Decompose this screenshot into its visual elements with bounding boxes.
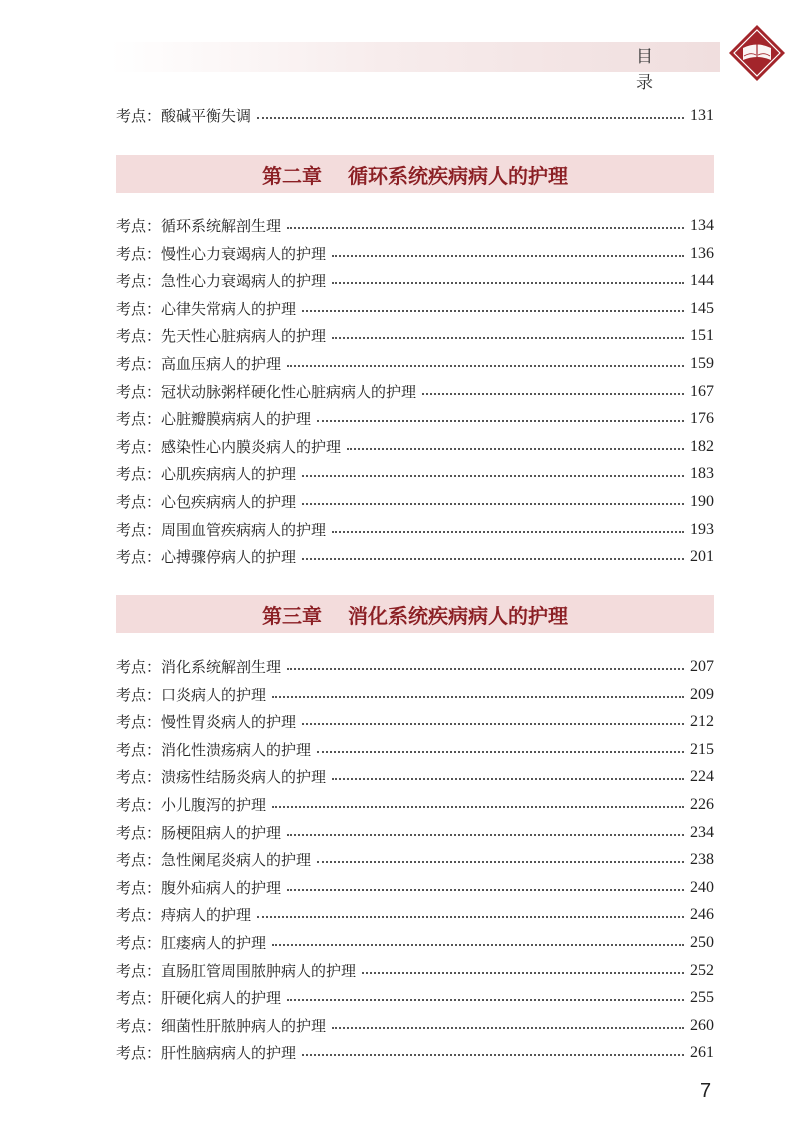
toc-entry-page: 145 bbox=[690, 299, 714, 317]
toc-entry[interactable] bbox=[116, 214, 714, 238]
toc-entry-label: 考点：痔病人的护理 bbox=[116, 906, 252, 925]
toc-entry[interactable] bbox=[116, 986, 714, 1010]
toc-entry[interactable] bbox=[116, 793, 714, 817]
header-band bbox=[110, 42, 720, 72]
toc-entry[interactable] bbox=[116, 352, 714, 376]
toc-entry-label: 考点：慢性胃炎病人的护理 bbox=[116, 713, 297, 732]
toc-entry[interactable] bbox=[116, 462, 714, 486]
dot-leader bbox=[287, 999, 684, 1001]
toc-entry[interactable] bbox=[116, 242, 714, 266]
dot-leader bbox=[332, 255, 684, 257]
toc-entry-page: 167 bbox=[690, 382, 714, 400]
toc-entry-label: 考点：小儿腹泻的护理 bbox=[116, 796, 267, 814]
dot-leader bbox=[287, 889, 684, 891]
dot-leader bbox=[332, 337, 684, 339]
toc-entry-page: 176 bbox=[690, 410, 714, 428]
toc-entry-page: 151 bbox=[690, 327, 714, 345]
toc-entry[interactable] bbox=[116, 380, 714, 404]
dot-leader bbox=[257, 916, 684, 918]
toc-entry[interactable] bbox=[116, 297, 714, 321]
dot-leader bbox=[332, 282, 684, 284]
toc-entry-label: 考点：肠梗阻病人的护理 bbox=[116, 823, 282, 842]
toc-entry-page: 207 bbox=[690, 658, 714, 675]
dot-leader bbox=[302, 310, 684, 312]
toc-entry-label: 考点：周围血管疾病病人的护理 bbox=[116, 520, 327, 539]
dot-leader bbox=[287, 227, 684, 229]
dot-leader bbox=[332, 778, 684, 780]
toc-entry-page: 182 bbox=[690, 437, 714, 455]
dot-leader bbox=[302, 475, 684, 477]
dot-leader bbox=[272, 806, 684, 808]
toc-entry-page: 255 bbox=[690, 989, 714, 1007]
toc-entry[interactable] bbox=[116, 269, 714, 293]
toc-entry-label: 考点：腹外疝病人的护理 bbox=[116, 878, 282, 897]
toc-entry[interactable] bbox=[116, 959, 714, 983]
toc-entry-label: 考点：肛瘘病人的护理 bbox=[116, 934, 267, 952]
toc-entry-page: 136 bbox=[690, 244, 714, 262]
dot-leader bbox=[272, 944, 684, 946]
dot-leader bbox=[332, 1027, 684, 1029]
page-title: 目 录 bbox=[636, 47, 675, 93]
toc-entry-page: 234 bbox=[690, 823, 714, 841]
toc-entry-page: 144 bbox=[690, 272, 714, 290]
dot-leader bbox=[302, 723, 684, 725]
toc-entry-label: 考点：急性阑尾炎病人的护理 bbox=[116, 851, 312, 870]
toc-entry[interactable] bbox=[116, 1041, 714, 1065]
dot-leader bbox=[347, 448, 684, 450]
dot-leader bbox=[287, 834, 684, 836]
dot-leader bbox=[332, 531, 684, 533]
toc-entry-page: 134 bbox=[690, 217, 714, 234]
toc-entry-label: 考点：细菌性肝脓肿病人的护理 bbox=[116, 1016, 327, 1035]
toc-entry[interactable] bbox=[116, 490, 714, 514]
toc-entry-page: 246 bbox=[690, 906, 714, 924]
toc-entry-page: 201 bbox=[690, 548, 714, 566]
toc-entry[interactable] bbox=[116, 903, 714, 927]
toc-entry-label: 考点：心搏骤停病人的护理 bbox=[116, 548, 297, 567]
toc-entry-page: 226 bbox=[690, 796, 714, 813]
chapter-heading bbox=[116, 595, 714, 633]
toc-entry-page: 215 bbox=[690, 740, 714, 758]
dot-leader bbox=[317, 861, 684, 863]
toc-entry-page: 252 bbox=[690, 961, 714, 979]
dot-leader bbox=[287, 365, 684, 367]
toc-entry-label: 考点：消化性溃疡病人的护理 bbox=[116, 740, 312, 759]
toc-entry-page: 260 bbox=[690, 1016, 714, 1034]
toc-entry-label: 考点：高血压病人的护理 bbox=[116, 355, 282, 373]
toc-entry[interactable] bbox=[116, 104, 714, 128]
toc-entry-label: 考点：心包疾病病人的护理 bbox=[116, 493, 297, 511]
toc-entry-label: 考点：口炎病人的护理 bbox=[116, 685, 267, 704]
toc-entry[interactable] bbox=[116, 655, 714, 679]
chapter-heading bbox=[116, 155, 714, 193]
toc-entry[interactable] bbox=[116, 407, 714, 431]
toc-entry-page: 183 bbox=[690, 465, 714, 483]
toc-entry-page: 190 bbox=[690, 493, 714, 510]
toc-entry-label: 考点：肝性脑病病人的护理 bbox=[116, 1044, 297, 1063]
toc-entry-label: 考点：酸碱平衡失调 bbox=[116, 107, 252, 125]
dot-leader bbox=[422, 393, 684, 395]
chapter-title: 消化系统疾病病人的护理 bbox=[348, 603, 568, 628]
toc-entry-page: 212 bbox=[690, 713, 714, 731]
toc-entry-page: 238 bbox=[690, 851, 714, 869]
toc-entry-label: 考点：消化系统解剖生理 bbox=[116, 658, 282, 676]
toc-entry-page: 250 bbox=[690, 934, 714, 951]
chapter-title: 循环系统疾病病人的护理 bbox=[348, 163, 568, 188]
dot-leader bbox=[317, 751, 684, 753]
toc-entry-label: 考点：直肠肛管周围脓肿病人的护理 bbox=[116, 961, 357, 980]
toc-entry[interactable] bbox=[116, 710, 714, 734]
toc-entry-page: 131 bbox=[690, 107, 714, 124]
toc-entry-label: 考点：冠状动脉粥样硬化性心脏病病人的护理 bbox=[116, 382, 417, 401]
toc-entry[interactable] bbox=[116, 545, 714, 569]
toc-entry-label: 考点：先天性心脏病病人的护理 bbox=[116, 327, 327, 346]
toc-entry-page: 209 bbox=[690, 685, 714, 703]
toc-entry-label: 考点：感染性心内膜炎病人的护理 bbox=[116, 437, 342, 456]
toc-entry-page: 240 bbox=[690, 878, 714, 896]
dot-leader bbox=[302, 503, 684, 505]
toc-entry-label: 考点：慢性心力衰竭病人的护理 bbox=[116, 244, 327, 263]
toc-entry[interactable] bbox=[116, 324, 714, 348]
dot-leader bbox=[272, 696, 684, 698]
toc-entry-page: 224 bbox=[690, 768, 714, 786]
toc-entry-label: 考点：急性心力衰竭病人的护理 bbox=[116, 272, 327, 291]
dot-leader bbox=[362, 972, 684, 974]
dot-leader bbox=[302, 558, 684, 560]
toc-entry-label: 考点：溃疡性结肠炎病人的护理 bbox=[116, 768, 327, 787]
toc-entry[interactable] bbox=[116, 435, 714, 459]
dot-leader bbox=[287, 668, 684, 670]
toc-entry-label: 考点：肝硬化病人的护理 bbox=[116, 989, 282, 1008]
toc-entry[interactable] bbox=[116, 821, 714, 845]
toc-entry[interactable] bbox=[116, 848, 714, 872]
toc-entry-label: 考点：心律失常病人的护理 bbox=[116, 299, 297, 318]
page-number: 7 bbox=[700, 1080, 712, 1102]
chapter-number: 第二章 bbox=[262, 163, 322, 188]
toc-entry[interactable] bbox=[116, 931, 714, 955]
dot-leader bbox=[302, 1054, 684, 1056]
toc-entry[interactable] bbox=[116, 876, 714, 900]
toc-entry[interactable] bbox=[116, 518, 714, 542]
toc-entry[interactable] bbox=[116, 1014, 714, 1038]
toc-entry-label: 考点：循环系统解剖生理 bbox=[116, 217, 282, 235]
toc-entry-label: 考点：心肌疾病病人的护理 bbox=[116, 465, 297, 484]
toc-entry-page: 193 bbox=[690, 520, 714, 538]
chapter-number: 第三章 bbox=[262, 603, 322, 628]
dot-leader bbox=[317, 420, 684, 422]
toc-entry-label: 考点：心脏瓣膜病病人的护理 bbox=[116, 410, 312, 429]
toc-entry-page: 159 bbox=[690, 355, 714, 372]
book-logo-icon bbox=[726, 22, 788, 84]
toc-entry[interactable] bbox=[116, 683, 714, 707]
toc-entry[interactable] bbox=[116, 765, 714, 789]
toc-entry[interactable] bbox=[116, 738, 714, 762]
dot-leader bbox=[257, 117, 684, 119]
toc-entry-page: 261 bbox=[690, 1044, 714, 1062]
